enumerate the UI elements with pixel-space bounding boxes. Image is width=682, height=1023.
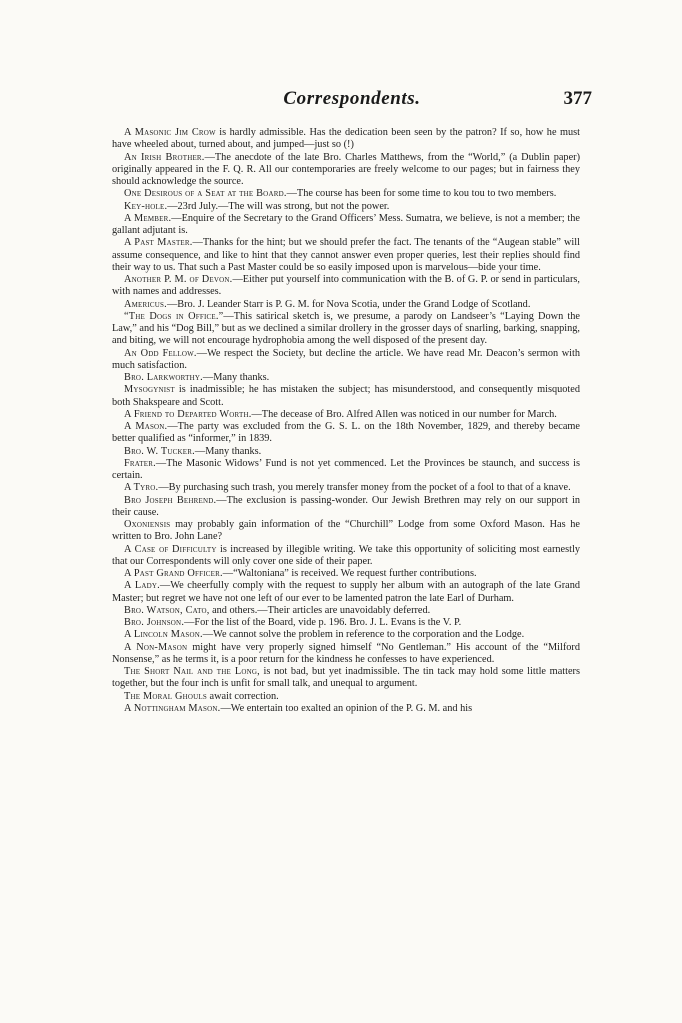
entry-text: —This satirical sketch is, we presume, a parody on Landseer’s “Laying Down the Law,” and his “Dog Bill,” but as we declined a similar drollery in the grosser days of snarling, barking, snapping, and biting, we will not encourage hydrophobia among the well disposed of the present day. xyxy=(112,310,580,347)
entry-lead: A Nottingham Mason. xyxy=(124,702,221,714)
entry-text: —We cannot solve the problem in reference to the corporation and the Lodge. xyxy=(202,629,525,641)
entry-lead: An Odd Fellow. xyxy=(124,347,197,359)
entry-odd-fellow xyxy=(112,348,580,373)
entry-lead: A Friend to Departed Worth. xyxy=(124,408,252,420)
entry-lead: Mysogynist xyxy=(124,384,175,396)
correspondents-column xyxy=(112,127,580,715)
entry-americus xyxy=(112,299,580,311)
entry-oxoniensis xyxy=(112,519,580,544)
entry-lead: A Lady. xyxy=(124,580,160,592)
entry-text: await correction. xyxy=(206,690,279,702)
entry-lead: A Tyro. xyxy=(124,482,159,494)
entry-pm-devon xyxy=(112,274,580,299)
entry-text: —Either put yourself into communication with the B. of G. P. or send in particulars, with names and addresses. xyxy=(112,274,581,298)
entry-text: —“Waltoniana” is received. We request further contributions. xyxy=(222,568,477,579)
entry-text: —We respect the Society, but decline the article. We have read Mr. Deacon’s sermon with much satisfaction. xyxy=(112,347,581,371)
entry-frater xyxy=(112,458,580,483)
entry-text: might have very properly signed himself “No Gentleman.” His account of the “Milford Nonsense,” as he terms it, is a poor return for the kindness he confesses to have experienced. xyxy=(112,641,580,665)
entry-lead: Americus. xyxy=(124,298,167,310)
entry-lead: Another P. M. of Devon. xyxy=(124,274,233,285)
entry-text: —Bro. J. Leander Starr is P. G. M. for Nova Scotia, under the Grand Lodge of Scotland. xyxy=(166,298,531,310)
entry-watson-cato xyxy=(112,605,580,617)
entry-short-nail xyxy=(112,666,580,691)
entry-lincoln-mason xyxy=(112,629,580,641)
entry-text: is inadmissible; he has mistaken the subject; has misunderstood, and consequently misquoted both Shakspeare and Scott. xyxy=(112,384,580,408)
entry-lead: Frater. xyxy=(124,457,156,469)
entry-past-master xyxy=(112,237,580,274)
entry-text: may probably gain information of the “Churchill” Lodge from some Oxford Mason. Has he written to Bro. John Lane? xyxy=(112,519,580,543)
entry-member xyxy=(112,213,580,238)
entry-text: —The anecdote of the late Bro. Charles Matthews, from the “World,” (a Dublin paper) originally appeared in the F. Q. R. All our contemporaries are freely welcome to our pages; but in fairness they should acknowledge the source. xyxy=(112,151,581,187)
entry-lead: A Masonic Jim Crow xyxy=(124,127,216,138)
page-number: 377 xyxy=(563,88,592,109)
entry-text: —Thanks for the hint; but we should prefer the fact. The tenants of the “Augean stable” will assume consequence, and like to hint that they cannot answer even proper queries, lest their replies should find their way to us. That such a Past Master could be so easily imposed upon is marvelous—bide your time. xyxy=(112,237,580,273)
entry-text: is hardly admissible. Has the dedication been seen by the patron? If so, how he must have wheeled about, turned about, and jumped—just so (!) xyxy=(112,127,580,151)
entry-lead: A Member. xyxy=(124,212,172,224)
entry-text: —The exclusion is passing-wonder. Our Jewish Brethren may rely on our support in their cause. xyxy=(112,494,580,518)
running-title: Correspondents. xyxy=(283,88,421,109)
entry-lead: Bro Joseph Behrend. xyxy=(124,494,217,506)
entry-text: —Many thanks. xyxy=(202,372,270,383)
entry-johnson xyxy=(112,617,580,629)
entry-lead: A Non-Mason xyxy=(124,641,188,653)
entry-lead: A Mason. xyxy=(124,421,168,432)
page-header xyxy=(112,88,592,112)
entry-past-grand-officer xyxy=(112,568,580,580)
entry-text: —The party was excluded from the G. S. L. on the 18th November, 1829, and thereby became better qualified as “informer,” in 1839. xyxy=(112,421,580,445)
entry-text: —We entertain too exalted an opinion of the P. G. M. and his xyxy=(220,702,473,714)
entry-lead: A Past Grand Officer. xyxy=(124,568,223,579)
entry-mysogynist xyxy=(112,384,580,409)
entry-lead: A Case of Difficulty xyxy=(124,543,217,555)
entry-text: is increased by illegible writing. We take this opportunity of soliciting most earnestly that our Correspondents will only cover one side of their paper. xyxy=(112,543,580,567)
entry-lead: Oxoniensis xyxy=(124,519,171,530)
entry-text: —The Masonic Widows’ Fund is not yet commenced. Let the Provinces be staunch, and success is certain. xyxy=(112,457,580,481)
entry-dogs-in-office xyxy=(112,311,580,348)
entry-lead: Bro. Larkworthy. xyxy=(124,372,203,383)
entry-lady xyxy=(112,580,580,605)
entry-seat-at-board xyxy=(112,188,580,200)
entry-a-mason xyxy=(112,421,580,446)
entry-nottingham-mason xyxy=(112,703,580,715)
entry-behrend xyxy=(112,495,580,520)
entry-non-mason xyxy=(112,642,580,667)
entry-lead: “The Dogs in Office.” xyxy=(124,310,224,322)
entry-lead: A Past Master. xyxy=(124,237,193,249)
entry-case-of-difficulty xyxy=(112,544,580,569)
entry-text: —Many thanks. xyxy=(194,445,262,457)
entry-lead: A Lincoln Mason. xyxy=(124,629,203,641)
entry-lead: An Irish Brother. xyxy=(124,151,205,163)
entry-lead: Bro. W. Tucker. xyxy=(124,445,195,457)
entry-lead: Bro. Watson, Cato, xyxy=(124,604,210,616)
entry-tyro xyxy=(112,482,580,494)
entry-text: —The decease of Bro. Alfred Allen was noticed in our number for March. xyxy=(251,408,557,420)
entry-text: and others.—Their articles are unavoidably deferred. xyxy=(209,604,431,616)
entry-departed-worth xyxy=(112,409,580,421)
entry-text: —23rd July.—The will was strong, but not the power. xyxy=(167,200,390,212)
entry-moral-ghouls xyxy=(112,691,580,703)
entry-text: —We cheerfully comply with the request to supply her album with an autograph of the late Grand Master; but regret we have not one left of our ever to be lamented patron the late Earl of Durham. xyxy=(112,580,581,604)
entry-lead: The Moral Ghouls xyxy=(124,690,207,702)
entry-lead: Bro. Johnson. xyxy=(124,617,185,628)
entry-text: —The course has been for some time to kou tou to two members. xyxy=(286,188,557,200)
entry-lead: Key-hole. xyxy=(124,200,168,212)
entry-tucker xyxy=(112,446,580,458)
entry-masonic-jim-crow xyxy=(112,127,580,152)
entry-text: —Enquire of the Secretary to the Grand Officers’ Mess. Sumatra, we believe, is not a member; the gallant adjutant is. xyxy=(112,212,580,236)
entry-larkworthy xyxy=(112,372,580,384)
entry-text: —For the list of the Board, vide p. 196. Bro. J. L. Evans is the V. P. xyxy=(184,617,462,628)
entry-lead: One Desirous of a Seat at the Board. xyxy=(124,188,287,200)
entry-key-hole xyxy=(112,201,580,213)
entry-text: is not bad, but yet inadmissible. The tin tack may hold some little matters together, but the four inch is unfit for small talk, and unequal to argument. xyxy=(112,666,580,690)
entry-text: —By purchasing such trash, you merely transfer money from the pocket of a fool to that of a knave. xyxy=(158,482,571,494)
entry-lead: The Short Nail and the Long, xyxy=(124,666,260,677)
entry-irish-brother xyxy=(112,152,580,189)
